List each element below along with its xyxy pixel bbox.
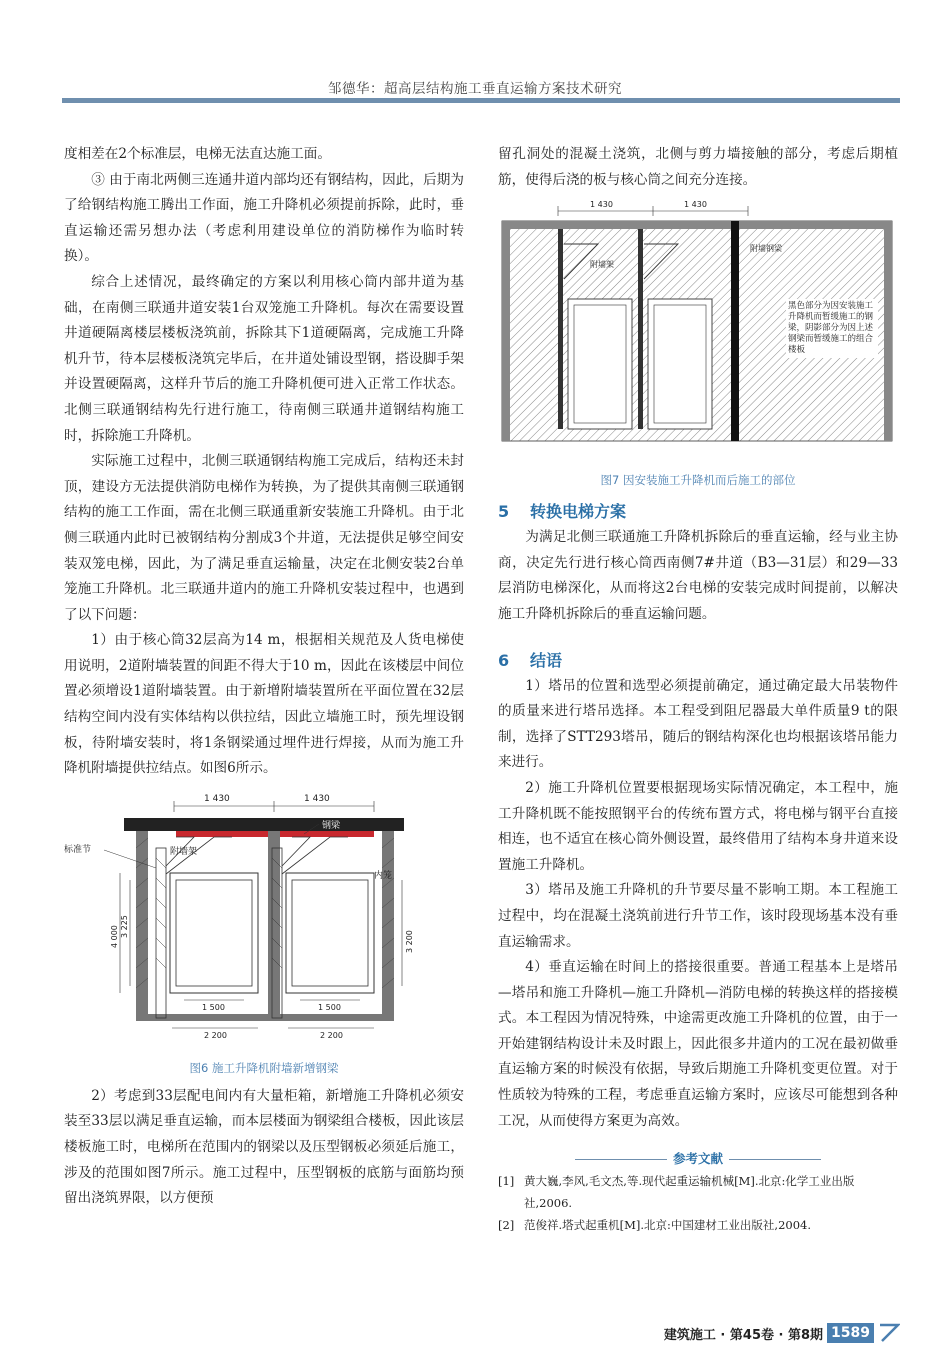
figure-7-drawing	[498, 199, 898, 461]
figure-7-note: 黑色部分为因安装施工升降机而暂缓施工的钢梁，阴影部分为因上述钢梁而暂缓施工的组合楼板	[786, 299, 878, 358]
running-header: 邹德华：超高层结构施工垂直运输方案技术研究	[328, 81, 622, 97]
figure-6-drawing	[64, 788, 464, 1050]
label-wall-beam: 附墙钢梁	[750, 244, 782, 254]
section-5-heading	[498, 499, 898, 525]
paragraph: 3）塔吊及施工升降机的升节要尽量不影响工期。本工程施工过程中，均在混凝土浇筑前进行升节工作，该时段现场基本没有垂直运输需求。	[498, 882, 898, 950]
paragraph: 度相差在2个标准层，电梯无法直达施工面。	[64, 146, 331, 162]
reference-item	[498, 1214, 898, 1236]
journal-info: 建筑施工 · 第45卷 · 第8期	[663, 1327, 824, 1343]
dim-label: 4 000	[110, 924, 119, 948]
left-column	[64, 142, 464, 1212]
paragraph: 为满足北侧三联通施工升降机拆除后的垂直运输，经与业主协商，决定先行进行核心筒西南侧7#井道（B3—31层）和29—33层消防电梯深化，从而将这2台电梯的安装完成时间提前，以解决施工升降机拆除后的垂直运输问题。	[498, 529, 898, 622]
right-column	[498, 142, 898, 1236]
figure-6-caption: 图6 施工升降机附墙新增钢梁	[189, 1061, 339, 1076]
header-rule	[62, 98, 900, 103]
paragraph: 2）施工升降机位置要根据现场实际情况确定，本工程中，施工升降机既不能按照钢平台的传统布置方式，将电梯与钢平台直接相连，也不适宜在核心筒外侧设置，最终借用了结构本身井道来设置施工升降机。	[498, 779, 898, 873]
figure-6	[64, 788, 464, 1076]
label-wall-frame: 附墙架	[590, 260, 614, 270]
label-wall-frame: 附墙架	[170, 846, 198, 857]
dim-label: 3 200	[405, 929, 414, 953]
corner-arrow-icon	[878, 1323, 900, 1343]
paragraph: 2）考虑到33层配电间内有大量柜箱，新增施工升降机必须安装至33层以满足垂直运输，而本层楼面为钢梁组合楼板，因此该层楼板施工时，电梯所在范围内的钢梁以及压型钢板必须延后施工，涉及的范围如图7所示。施工过程中，压型钢板的底筋与面筋均预留出浇筑界限，以方便预	[64, 1087, 464, 1207]
label-standard-section: 标准节	[64, 844, 92, 855]
section-title: 转换电梯方案	[530, 502, 627, 522]
paragraph: 1）由于核心筒32层高为14 m，根据相关规范及人货电梯使用说明，2道附墙装置的间距不得大于10 m，因此在该楼层中间位置必须增设1道附墙装置。由于新增附墙装置所在平面位置在32层结构空间内没有实体结构以供拉结，因此立墙施工时，预先埋设钢板，待附墙安装时，将1条钢梁通过埋件进行焊接，从而为施工升降机附墙提供拉结点。如图6所示。	[64, 632, 464, 777]
reference-text: 黄大巍,李风,毛文杰,等.现代起重运输机械[M].北京:化学工业出版社,2006.	[524, 1174, 855, 1211]
dim-label: 1 500	[202, 1002, 225, 1012]
paragraph: 1）塔吊的位置和选型必须提前确定，通过确定最大吊装物件的质量来进行塔吊选择。本工程受到阻尼器最大单件质量9 t的限制，选择了STT293塔吊，随后的钢结构深化也均根据该塔吊能力来进行。	[498, 677, 898, 771]
reference-number: [1]	[498, 1174, 515, 1189]
paragraph: 综合上述情况，最终确定的方案以利用核心筒内部井道为基础，在南侧三联通井道安装1台双笼施工升降机。每次在需要设置井道硬隔离楼层楼板浇筑前，拆除其下1道硬隔离，完成施工升降机升节，待本层楼板浇筑完毕后，在井道处铺设型钢，搭设脚手架并设置硬隔离，这样升节后的施工升降机便可进入正常工作状态。北侧三联通钢结构先行进行施工，待南侧三联通井道钢结构施工时，拆除施工升降机。	[64, 273, 464, 444]
dim-label: 1 430	[590, 200, 613, 210]
paragraph: 4）垂直运输在时间上的搭接很重要。普通工程基本上是塔吊—塔吊和施工升降机—施工升降机—消防电梯的转换这样的搭接模式。本工程因为情况特殊，中途需更改施工升降机的位置，由于一开始建钢结构设计未及时跟上，因此很多井道内的工况在最初做垂直运输方案的时候没有依据，导致后期施工升降机变更位置。对于性质较为特殊的工程，考虑垂直运输方案时，应该尽可能想到各种工况，从而使得方案更为高效。	[498, 959, 898, 1129]
references-title: 参考文献	[672, 1151, 723, 1167]
section-title: 结语	[530, 650, 563, 670]
page-number: 1589	[827, 1323, 874, 1343]
dim-label: 3 225	[120, 914, 129, 938]
section-number: 6	[498, 650, 510, 670]
section-number: 5	[498, 502, 510, 522]
figure-7	[498, 199, 898, 485]
label-steel-beam: 钢梁	[322, 820, 341, 831]
paragraph: 实际施工过程中，北侧三联通钢结构施工完成后，结构还未封顶，建设方无法提供消防电梯作为转换，为了提供其南侧三联通钢结构的施工工作面，需在北侧三联通重新安装施工升降机。由于北侧三联通内此时已被钢结构分割成3个井道，无法提供足够空间安装双笼电梯，因此，为了满足垂直运输量，决定在北侧安装2台单笼施工升降机。北三联通井道内的施工升降机安装过程中，也遇到了以下问题：	[64, 453, 464, 623]
dim-label: 2 200	[320, 1030, 343, 1040]
dim-label: 1 500	[318, 1002, 341, 1012]
label-inner-cage: 内笼	[374, 870, 393, 881]
dim-label: 1 430	[684, 200, 707, 210]
reference-text: 范俊祥.塔式起重机[M].北京:中国建材工业出版社,2004.	[524, 1218, 812, 1233]
dim-label: 1 430	[304, 793, 330, 804]
reference-number: [2]	[498, 1218, 515, 1233]
section-6-heading	[498, 648, 898, 674]
paragraph: ③ 由于南北两侧三连通井道内部均还有钢结构，因此，后期为了给钢结构施工腾出工作面，施工升降机必须提前拆除，此时，垂直运输还需另想办法（考虑利用建设单位的消防梯作为临时转换）。	[64, 171, 464, 265]
dim-label: 2 200	[204, 1030, 227, 1040]
references-heading	[498, 1148, 898, 1170]
reference-item	[498, 1170, 898, 1214]
paragraph: 留孔洞处的混凝土浇筑，北侧与剪力墙接触的部分，考虑后期植筋，使得后浇的板与核心筒之间充分连接。	[498, 146, 898, 188]
page-footer	[664, 1323, 900, 1343]
dim-label: 1 430	[204, 793, 230, 804]
figure-7-caption: 图7 因安装施工升降机而后施工的部位	[600, 472, 796, 487]
